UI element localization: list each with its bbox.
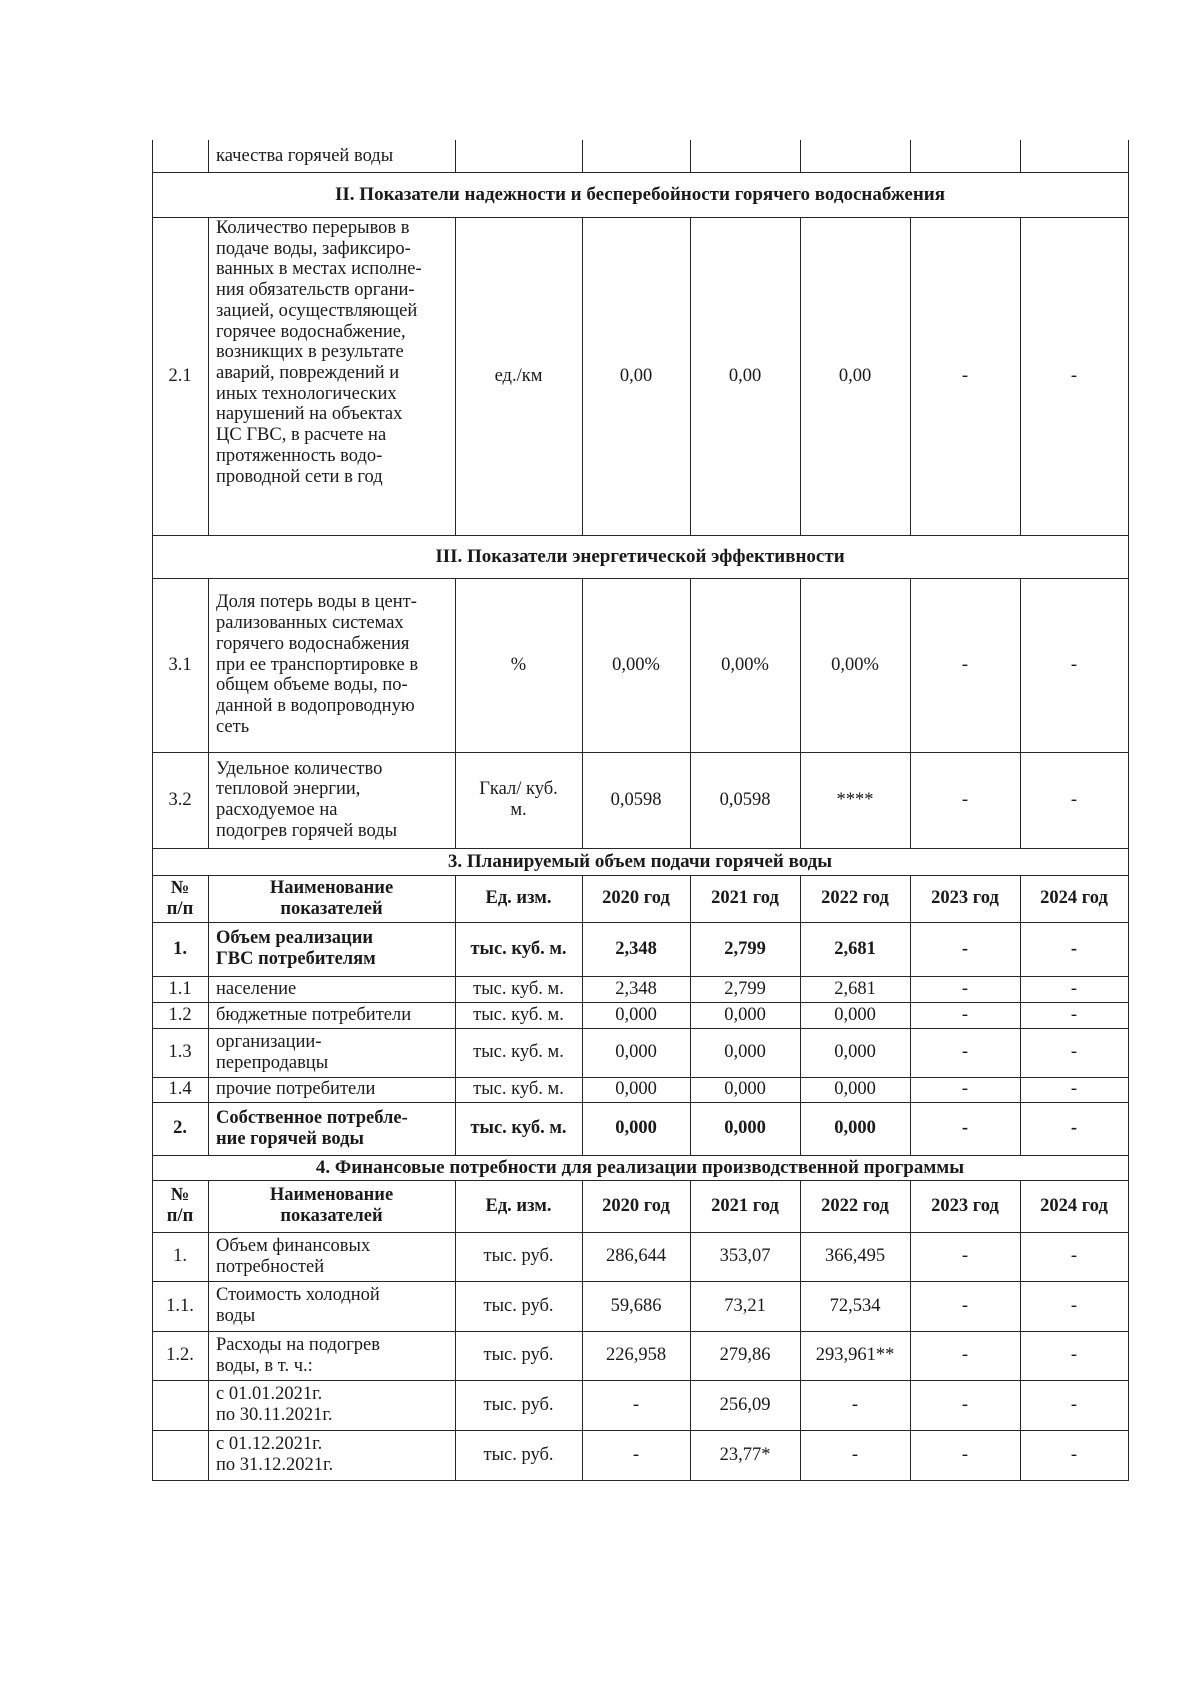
table-rule-vertical (455, 1077, 456, 1102)
table-rule-vertical (1128, 1331, 1129, 1380)
column-header-unit: Ед. изм. (485, 1195, 552, 1216)
table-rule-vertical (152, 1028, 153, 1077)
table-rule-vertical (910, 217, 911, 535)
row-value-2021: 23,77* (719, 1444, 771, 1465)
table-rule-vertical (455, 1331, 456, 1380)
table-rule-vertical (208, 976, 209, 1002)
table-rule-vertical (152, 140, 153, 172)
table-rule-vertical (910, 1002, 911, 1028)
row-unit: тыс. руб. (483, 1444, 554, 1465)
row-value-2020: 59,686 (610, 1295, 662, 1316)
row-value-2024: - (1070, 1345, 1078, 1366)
table-rule-vertical (455, 217, 456, 535)
table-rule-vertical (910, 1380, 911, 1430)
table-rule-vertical (1020, 752, 1021, 848)
row-value-2024: - (1070, 365, 1078, 386)
table-rule-vertical (152, 848, 153, 875)
table-rule-vertical (1128, 1002, 1129, 1028)
table-rule-vertical (800, 1102, 801, 1155)
table-rule-vertical (582, 875, 583, 922)
row-value-2023: - (961, 1042, 969, 1063)
row-number: 1.2 (168, 1004, 192, 1025)
table-rule-vertical (800, 578, 801, 752)
column-header-unit: Ед. изм. (485, 888, 552, 909)
table-rule-vertical (1020, 1380, 1021, 1430)
row-value-2023: - (961, 978, 969, 999)
row-indicator-name: Объем реализации ГВС потребителям (216, 928, 376, 969)
table-rule-vertical (910, 1028, 911, 1077)
row-indicator-name: Удельное количество тепловой энергии, расходуемое на подогрев горячей воды (216, 758, 398, 841)
table-rule-vertical (455, 875, 456, 922)
table-rule-vertical (1020, 1028, 1021, 1077)
table-rule-vertical (690, 1077, 691, 1102)
row-indicator-name: прочие потребители (216, 1079, 376, 1100)
row-value-2021: 0,000 (724, 1079, 766, 1100)
row-value-2021: 0,00% (721, 654, 769, 675)
table-rule-vertical (910, 1232, 911, 1281)
table-rule-vertical (152, 1331, 153, 1380)
row-value-2021: 0,000 (724, 1118, 766, 1139)
column-header-year: 2022 год (821, 1195, 889, 1216)
table-rule-vertical (1128, 1232, 1129, 1281)
table-rule-vertical (690, 578, 691, 752)
column-header-name: Наименование показателей (269, 1185, 394, 1226)
row-value-2022: 293,961** (815, 1345, 895, 1366)
row-indicator-name: организации- перепродавцы (216, 1031, 329, 1073)
row-value-2022: - (851, 1444, 859, 1465)
row-value-2023: - (961, 1345, 969, 1366)
table-rule-vertical (455, 752, 456, 848)
row-number: 1.1 (168, 978, 192, 999)
row-value-2021: 0,00 (728, 365, 762, 386)
row-indicator-name: Стоимость холодной воды (216, 1285, 380, 1326)
table-rule-vertical (690, 1028, 691, 1077)
row-value-2022: 0,000 (834, 1004, 876, 1025)
row-indicator-name: Собственное потребле- ние горячей воды (216, 1107, 408, 1149)
table-rule-vertical (152, 217, 153, 535)
row-value-2024: - (1070, 789, 1078, 810)
table-rule-vertical (582, 1380, 583, 1430)
table-rule-vertical (1128, 1430, 1129, 1480)
table-rule-vertical (1128, 217, 1129, 535)
row-unit: Гкал/ куб. м. (479, 779, 558, 820)
row-value-2020: - (632, 1394, 640, 1415)
row-value-2023: - (961, 1118, 969, 1139)
row-value-2020: 2,348 (615, 938, 657, 959)
table-rule-vertical (1020, 578, 1021, 752)
table-rule-vertical (1020, 1077, 1021, 1102)
table-rule-vertical (690, 217, 691, 535)
row-unit: тыс. куб. м. (473, 1004, 564, 1025)
table-rule-vertical (910, 1077, 911, 1102)
row-indicator-name: Количество перерывов в подаче воды, зафиксиро- ванных в местах исполне- ния обязательств органи- зацией, осуществляющей горячее водоснабжение, возникщих в результате аварий, повреждений и иных технологических нарушений на объектах ЦС ГВС, в расчете на протяженность водо- проводной сети в год (216, 218, 422, 487)
table-rule-vertical (800, 1331, 801, 1380)
row-value-2020: 0,00 (619, 365, 653, 386)
row-value-2022: 0,00% (831, 654, 879, 675)
table-rule-vertical (690, 752, 691, 848)
row-value-2021: 0,000 (724, 1004, 766, 1025)
table-rule-vertical (455, 140, 456, 172)
row-number: 3.2 (168, 789, 192, 810)
row-unit: ед./км (494, 365, 543, 386)
row-indicator-name: с 01.01.2021г. по 30.11.2021г. (216, 1384, 333, 1425)
table-rule-vertical (1020, 1002, 1021, 1028)
table-rule-vertical (582, 1102, 583, 1155)
table-rule-vertical (208, 217, 209, 535)
table-rule-vertical (690, 922, 691, 976)
table-rule-vertical (582, 1180, 583, 1232)
table-rule-vertical (152, 922, 153, 976)
row-value-2021: 2,799 (724, 938, 766, 959)
row-value-2021: 2,799 (724, 978, 766, 999)
table-rule-vertical (690, 1002, 691, 1028)
table-rule-vertical (1128, 1155, 1129, 1180)
table-rule-vertical (690, 1102, 691, 1155)
table-rule-vertical (1020, 1331, 1021, 1380)
table-rule-vertical (690, 1180, 691, 1232)
table-rule-vertical (910, 1430, 911, 1480)
row-number: 1.4 (168, 1079, 192, 1100)
row-value-2024: - (1070, 1042, 1078, 1063)
table-rule-vertical (582, 922, 583, 976)
row-number: 1.1. (166, 1295, 194, 1316)
row-number: 1.2. (166, 1345, 194, 1366)
table-rule-vertical (800, 875, 801, 922)
column-header-year: 2023 год (931, 888, 999, 909)
table-rule-vertical (208, 922, 209, 976)
table-rule-vertical (208, 752, 209, 848)
table-rule-vertical (800, 1077, 801, 1102)
row-value-2021: 256,09 (719, 1394, 771, 1415)
row-indicator-name: Объем финансовых потребностей (216, 1235, 371, 1277)
row-number: 3.1 (168, 654, 192, 675)
row-value-2023: - (961, 1295, 969, 1316)
row-value-2020: 226,958 (605, 1345, 667, 1366)
table-rule-vertical (690, 976, 691, 1002)
table-rule-vertical (1128, 976, 1129, 1002)
table-rule-vertical (152, 172, 153, 217)
row-value-2024: - (1070, 1004, 1078, 1025)
table-rule-vertical (910, 752, 911, 848)
table-rule-vertical (800, 1028, 801, 1077)
table-rule-vertical (152, 1002, 153, 1028)
row-indicator-name: Доля потерь воды в цент- рализованных системах горячего водоснабжения при ее транспортировке в общем объеме воды, по- данной в водопроводную сеть (216, 592, 419, 737)
row-value-2020: 0,000 (615, 1079, 657, 1100)
row-indicator-name: Расходы на подогрев воды, в т. ч.: (216, 1334, 380, 1376)
row-value-2023: - (961, 1246, 969, 1267)
row-value-2023: - (961, 654, 969, 675)
table-rule-vertical (152, 1430, 153, 1480)
row-value-2020: 286,644 (605, 1246, 667, 1267)
table-rule-vertical (910, 1102, 911, 1155)
table-rule-vertical (582, 578, 583, 752)
row-value-2021: 279,86 (719, 1345, 771, 1366)
row-number (154, 1431, 206, 1479)
table-rule-vertical (455, 1028, 456, 1077)
row-value-2022: 0,000 (834, 1118, 876, 1139)
row-number: 2. (173, 1118, 187, 1139)
table-rule-vertical (455, 1380, 456, 1430)
row-value-2020: - (632, 1444, 640, 1465)
table-rule-vertical (152, 1077, 153, 1102)
column-header-year: 2020 год (602, 1195, 670, 1216)
table-rule-vertical (208, 1232, 209, 1281)
table-rule-vertical (1128, 1028, 1129, 1077)
table-rule-vertical (208, 1380, 209, 1430)
table-rule-vertical (455, 1232, 456, 1281)
table-rule-vertical (455, 578, 456, 752)
row-unit: % (510, 654, 527, 675)
column-header-year: 2020 год (602, 888, 670, 909)
table-rule-vertical (208, 140, 209, 172)
table-rule-vertical (1128, 848, 1129, 875)
row-value-2024: - (1070, 1079, 1078, 1100)
table-rule-vertical (800, 922, 801, 976)
row-value-2024: - (1070, 978, 1078, 999)
row-value-2022: 366,495 (824, 1246, 886, 1267)
section-title: II. Показатели надежности и бесперебойности горячего водоснабжения (335, 183, 945, 205)
row-unit: тыс. руб. (483, 1246, 554, 1267)
table-rule-vertical (208, 1002, 209, 1028)
row-unit: тыс. руб. (483, 1295, 554, 1316)
row-value-2023: - (961, 1394, 969, 1415)
table-rule-vertical (582, 1077, 583, 1102)
column-header-year: 2023 год (931, 1195, 999, 1216)
row-value-2023: - (961, 1079, 969, 1100)
table-rule-vertical (1020, 1180, 1021, 1232)
column-header-year: 2021 год (711, 1195, 779, 1216)
table-rule-vertical (1020, 922, 1021, 976)
table-rule-vertical (208, 1102, 209, 1155)
row-value-2020: 0,00% (612, 654, 660, 675)
table-rule-vertical (455, 976, 456, 1002)
row-indicator-name: бюджетные потребители (216, 1004, 412, 1025)
row-unit: тыс. куб. м. (470, 938, 567, 959)
row-indicator-name: население (216, 978, 297, 999)
table-rule-vertical (455, 1102, 456, 1155)
row-value-2022: 2,681 (834, 938, 876, 959)
column-header-name: Наименование показателей (269, 877, 394, 919)
table-rule-vertical (1128, 922, 1129, 976)
table-rule-vertical (1020, 875, 1021, 922)
table-rule-vertical (152, 976, 153, 1002)
column-header-num: № п/п (166, 1185, 194, 1226)
column-header-year: 2024 год (1040, 1195, 1108, 1216)
table-rule-vertical (455, 922, 456, 976)
row-value-2020: 0,000 (615, 1004, 657, 1025)
row-value-2022: 72,534 (829, 1295, 881, 1316)
table-rule-vertical (1020, 1430, 1021, 1480)
table-rule-vertical (455, 1002, 456, 1028)
section-title: III. Показатели энергетической эффективности (435, 545, 845, 567)
table-rule-vertical (1020, 976, 1021, 1002)
table-rule-vertical (152, 752, 153, 848)
row-value-2020: 0,000 (615, 1118, 657, 1139)
row-value-2021: 73,21 (724, 1295, 766, 1316)
table-rule-vertical (1128, 752, 1129, 848)
table-rule-vertical (1128, 140, 1129, 172)
table-rule-vertical (910, 922, 911, 976)
table-rule-vertical (910, 1180, 911, 1232)
table-rule-vertical (1128, 1077, 1129, 1102)
table-rule-vertical (800, 976, 801, 1002)
table-rule-vertical (1128, 1281, 1129, 1331)
row-value-2022: 0,00 (838, 365, 872, 386)
table-rule-vertical (690, 1380, 691, 1430)
table-rule-vertical (1128, 172, 1129, 217)
table-rule-vertical (910, 875, 911, 922)
row-value-2023: - (961, 1004, 969, 1025)
column-header-year: 2021 год (711, 888, 779, 909)
table-rule-vertical (582, 1232, 583, 1281)
table-rule-vertical (690, 1331, 691, 1380)
table-rule-vertical (582, 1430, 583, 1480)
table-rule-vertical (582, 1331, 583, 1380)
row-number: 2.1 (168, 365, 192, 386)
table-rule-horizontal (152, 1480, 1129, 1481)
column-header-year: 2022 год (821, 888, 889, 909)
table-rule-vertical (152, 1232, 153, 1281)
row-number: 1.3 (168, 1042, 192, 1063)
row-value-2021: 353,07 (719, 1246, 771, 1267)
table-rule-vertical (152, 1281, 153, 1331)
table-rule-vertical (910, 1281, 911, 1331)
row-value-2024: - (1070, 1394, 1078, 1415)
table-rule-vertical (690, 1281, 691, 1331)
row-value-2022: - (851, 1394, 859, 1415)
table-rule-vertical (208, 578, 209, 752)
row-unit: тыс. куб. м. (473, 1042, 564, 1063)
row-unit: тыс. куб. м. (473, 1079, 564, 1100)
table-rule-vertical (1128, 875, 1129, 922)
row-value-2020: 0,000 (615, 1042, 657, 1063)
row-value-2020: 0,0598 (610, 789, 662, 810)
table-rule-vertical (208, 1430, 209, 1480)
row-value-2020: 2,348 (615, 978, 657, 999)
table-rule-vertical (582, 140, 583, 172)
table-rule-vertical (582, 217, 583, 535)
row-value-2023: - (961, 365, 969, 386)
table-rule-vertical (800, 1180, 801, 1232)
row-value-2023: - (961, 789, 969, 810)
table-rule-vertical (152, 1180, 153, 1232)
row-unit: тыс. куб. м. (473, 978, 564, 999)
table-rule-vertical (208, 1180, 209, 1232)
row-value-2023: - (961, 938, 969, 959)
table-title: 4. Финансовые потребности для реализации производственной программы (315, 1156, 965, 1178)
table-rule-vertical (582, 976, 583, 1002)
table-rule-vertical (800, 1002, 801, 1028)
table-rule-vertical (1128, 578, 1129, 752)
table-rule-vertical (1020, 1281, 1021, 1331)
table-rule-vertical (690, 1430, 691, 1480)
table-rule-vertical (152, 1155, 153, 1180)
table-rule-vertical (582, 1002, 583, 1028)
table-rule-vertical (910, 140, 911, 172)
table-rule-vertical (690, 1232, 691, 1281)
table-rule-vertical (582, 1281, 583, 1331)
table-rule-vertical (208, 875, 209, 922)
table-rule-vertical (690, 875, 691, 922)
table-rule-vertical (152, 875, 153, 922)
row-number: 1. (173, 1246, 187, 1267)
row-indicator-name: с 01.12.2021г. по 31.12.2021г. (216, 1434, 334, 1475)
table-rule-vertical (208, 1281, 209, 1331)
row-value-2022: **** (836, 789, 874, 810)
table-rule-vertical (1128, 1102, 1129, 1155)
row-value-2024: - (1070, 654, 1078, 675)
row-number (154, 1381, 206, 1429)
table-rule-vertical (208, 1331, 209, 1380)
table-rule-vertical (152, 1380, 153, 1430)
table-rule-vertical (1128, 1380, 1129, 1430)
table-rule-vertical (152, 578, 153, 752)
table-rule-vertical (455, 1281, 456, 1331)
table-rule-vertical (1020, 217, 1021, 535)
table-rule-vertical (1020, 1102, 1021, 1155)
table-rule-vertical (455, 1180, 456, 1232)
column-header-num: № п/п (166, 877, 194, 919)
table-rule-vertical (1128, 535, 1129, 578)
row-value-2023: - (961, 1444, 969, 1465)
row-value-2024: - (1070, 1246, 1078, 1267)
table-rule-vertical (800, 752, 801, 848)
table-rule-vertical (800, 1430, 801, 1480)
table-rule-vertical (800, 1380, 801, 1430)
table-rule-vertical (800, 1281, 801, 1331)
table-rule-vertical (152, 535, 153, 578)
row-value-2024: - (1070, 1295, 1078, 1316)
row-number: 1. (173, 938, 187, 959)
table-rule-vertical (1020, 140, 1021, 172)
row-value-2022: 0,000 (834, 1042, 876, 1063)
table-rule-vertical (910, 976, 911, 1002)
table-rule-vertical (208, 1028, 209, 1077)
row-value-2024: - (1070, 1444, 1078, 1465)
row-value-2024: - (1070, 1118, 1078, 1139)
row-value-2022: 0,000 (834, 1079, 876, 1100)
row-unit: тыс. куб. м. (470, 1118, 567, 1139)
table-rule-vertical (910, 1331, 911, 1380)
row-value-2022: 2,681 (834, 978, 876, 999)
table-rule-vertical (690, 140, 691, 172)
table-rule-vertical (1020, 1232, 1021, 1281)
table-rule-vertical (800, 217, 801, 535)
row-value-2021: 0,000 (724, 1042, 766, 1063)
row-value-2021: 0,0598 (719, 789, 771, 810)
table-rule-vertical (582, 1028, 583, 1077)
table-rule-vertical (910, 578, 911, 752)
column-header-year: 2024 год (1040, 888, 1108, 909)
row-value-2024: - (1070, 938, 1078, 959)
row-unit: тыс. руб. (483, 1345, 554, 1366)
table-rule-vertical (455, 1430, 456, 1480)
row-indicator-name: качества горячей воды (216, 145, 394, 166)
table-rule-vertical (208, 1077, 209, 1102)
table-rule-vertical (1128, 1180, 1129, 1232)
row-unit: тыс. руб. (483, 1394, 554, 1415)
table-rule-vertical (152, 1102, 153, 1155)
table-rule-vertical (800, 140, 801, 172)
table-rule-vertical (800, 1232, 801, 1281)
table-rule-vertical (582, 752, 583, 848)
table-title: 3. Планируемый объем подачи горячей воды (447, 850, 833, 872)
